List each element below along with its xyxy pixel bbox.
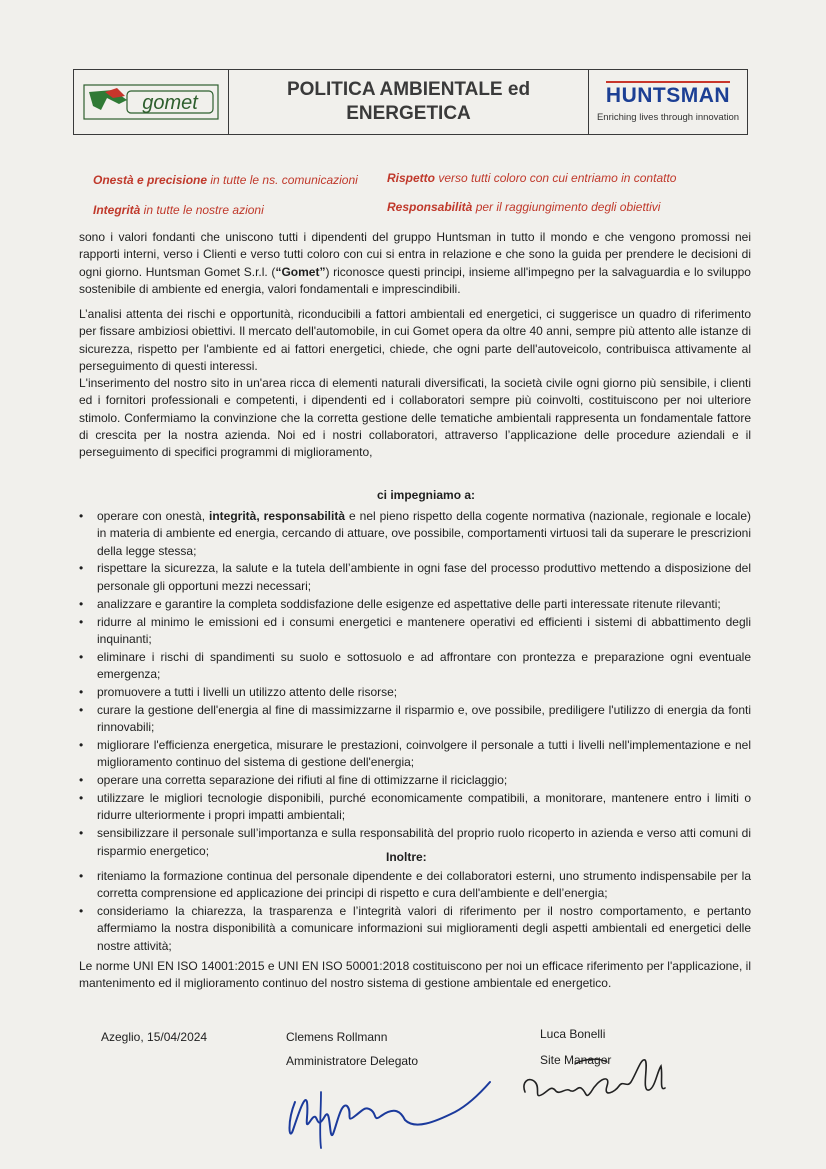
place-date: Azeglio, 15/04/2024: [101, 1030, 208, 1044]
list-item: • curare la gestione dell'energia al fine di massimizzarne il risparmio e, ove possibile, prediligere l'utilizzo di energia da fonti rinnovabili;: [79, 702, 751, 737]
value-respect-bold: Rispetto: [387, 171, 435, 185]
signature-2: [515, 1052, 675, 1112]
intro-paragraph-gomet: “Gomet”: [275, 264, 326, 279]
value-respect-text: verso tutti coloro con cui entriamo in contatto: [435, 171, 677, 185]
signatory-1-role: Amministratore Delegato: [286, 1054, 419, 1068]
list-item: [79, 508, 751, 560]
list-item: • eliminare i rischi di spandimenti su suolo e sottosuolo e ad affrontare con prontezza e preparazione ogni eventuale emergenza;: [79, 649, 751, 684]
gomet-logo: [83, 84, 219, 120]
value-honesty: [93, 173, 358, 187]
signatory-1-name: Clemens Rollmann: [286, 1030, 388, 1044]
value-honesty-text: in tutte le ns. comunicazioni: [207, 173, 358, 187]
list-item: • promuovere a tutti i livelli un utilizzo attento delle risorse;: [79, 684, 751, 701]
list-item: • utilizzare le migliori tecnologie disponibili, purché economicamente compatibili, a monitorare, mantenere entro i limiti o ridurre ulteriormente i propri impatti ambientali;: [79, 790, 751, 825]
closing-paragraph: Le norme UNI EN ISO 14001:2015 e UNI EN ISO 50001:2018 costituiscono per noi un efficace riferimento per l'applicazione, il mantenimento ed il miglioramento continuo del nostro sistema di gestione ambientale ed energetico.: [79, 959, 751, 991]
list-item: • rispettare la sicurezza, la salute e la tutela dell’ambiente in ogni fase del processo produttivo mettendo a disposizione del personale gli opportuni mezzi necessari;: [79, 560, 751, 595]
huntsman-tagline: Enriching lives through innovation: [596, 112, 740, 123]
signatory-2-name: Luca Bonelli: [540, 1027, 606, 1041]
value-responsibility: [387, 200, 660, 214]
title-cell: [229, 70, 589, 134]
list-item: • riteniamo la formazione continua del personale dipendente e dei collaboratori esterni, uno strumento indispensabile per la corretta comprensione ed applicazione dei principi di rispetto e cura dell'ambiente e dell’energia;: [79, 868, 751, 903]
analysis-paragraph: L’analisi attenta dei rischi e opportunità, riconducibili a fattori ambientali ed energetici, ci suggerisce un quadro di riferimento per fissare ambiziosi obiettivi. Il mercato dell'automobile, in cui Gomet opera da oltre 40 anni, sempre più attento alle istanze di sicurezza, rispetto per l'ambiente ed ai fattori energetici, chiede, che ogni parte dell'autoveicolo, contribuisca attivamente al perseguimento di questi interessi.: [79, 307, 751, 373]
huntsman-logo: HUNTSMAN: [606, 81, 730, 108]
value-integrity-bold: Integrità: [93, 203, 141, 217]
intro-paragraph: [79, 229, 751, 298]
list-item: • consideriamo la chiarezza, la trasparenza e l’integrità valori di riferimento per il nostro comportamento, e pertanto affermiamo la nostra disponibilità a comunicare informazioni sui miglioramenti degli aspetti ambientali ed energetici delle nostre attività;: [79, 903, 751, 955]
context-paragraph: L'inserimento del nostro sito in un'area ricca di elementi naturali diversificati, la società civile ogni giorno più sensibile, i clienti ed i fornitori professionali e competenti, i dipendenti ed i collaboratori sempre più coinvolti, costituiscono per noi ulteriore stimolo. Confermiamo la convinzione che la corretta gestione delle tematiche ambientali rappresenta un fondamentale fattore di crescita per la nostra azienda. Noi ed i nostri collaboratori, attraverso l’applicazione delle procedure aziendali e il perseguimento di specifici programmi di miglioramento,: [79, 376, 751, 460]
value-integrity: [93, 203, 264, 217]
document-title-line1: POLITICA AMBIENTALE ed: [286, 79, 531, 100]
intro-paragraph-part2: ) riconosce questi principi, insieme all'impegno per la salvaguardia e lo sviluppo sostenibile di ambiente ed energia, valori fondamentali e imprescindibili.: [79, 264, 751, 296]
document-title-line2: ENERGETICA: [346, 103, 471, 124]
signatory-2-role: Site Manager: [540, 1053, 612, 1067]
inoltre-list: [79, 868, 751, 956]
intro-paragraph-part1: sono i valori fondanti che uniscono tutti i dipendenti del gruppo Huntsman in tutto il mondo e che vengono promossi nei rapporti interni, verso i Clienti e verso tutti coloro con cui si entra in relazione e che sono la guida per prendere le decisioni di ogni giorno. Huntsman Gomet S.r.l. (: [79, 230, 751, 279]
inoltre-heading: Inoltre:: [386, 850, 427, 864]
list-item: • operare una corretta separazione dei rifiuti al fine di ottimizzarne il riciclaggio;: [79, 772, 751, 789]
commitment-1-part1: operare con onestà,: [97, 509, 209, 523]
commitments-heading: ci impegniamo a:: [377, 488, 476, 502]
commitment-1-part2: e nel pieno rispetto della cogente normativa (nazionale, regionale e locale) in materia di ambiente ed energia, cercando di attuare, ove possibile, comportamenti virtuosi tali da superare le prescrizioni della legge stessa;: [97, 509, 751, 558]
value-responsibility-text: per il raggiungimento degli obiettivi: [472, 200, 661, 214]
signature-1: [285, 1072, 500, 1150]
document-header: [73, 69, 748, 135]
value-responsibility-bold: Responsabilità: [387, 200, 473, 214]
list-item: • sensibilizzare il personale sull’importanza e sulla responsabilità del proprio ruolo ricoperto in azienda e verso atti comuni di risparmio energetico;: [79, 825, 751, 860]
huntsman-logo-cell: [589, 70, 747, 134]
list-item: • ridurre al minimo le emissioni ed i consumi energetici e mantenere operativi ed efficienti i sistemi di abbattimento degli inquinanti;: [79, 614, 751, 649]
commitments-list: [79, 508, 751, 860]
value-integrity-text: in tutte le nostre azioni: [140, 203, 264, 217]
commitment-1-bold: integrità, responsabilità: [209, 509, 346, 523]
value-respect: [387, 171, 676, 185]
list-item: • analizzare e garantire la completa soddisfazione delle esigenze ed aspettative delle parti interessate ritenute rilevanti;: [79, 596, 751, 613]
gomet-logo-cell: [74, 70, 229, 134]
gomet-logo-text: gomet: [142, 92, 198, 114]
value-honesty-bold: Onestà e precisione: [93, 173, 208, 187]
list-item: • migliorare l'efficienza energetica, misurare le prestazioni, coinvolgere il personale a tutti i livelli nell'implementazione e nel miglioramento continuo del sistema di gestione dell'energia;: [79, 737, 751, 772]
